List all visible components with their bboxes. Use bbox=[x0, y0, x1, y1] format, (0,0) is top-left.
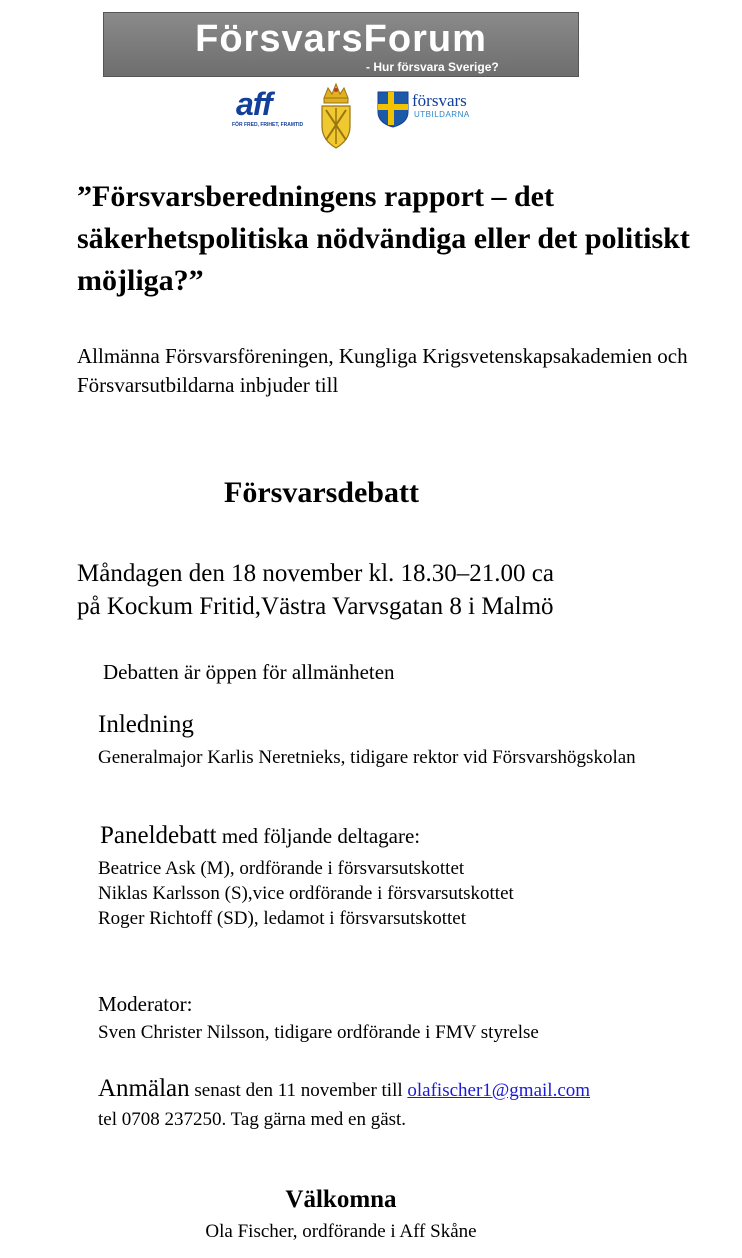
panel-heading-suffix: med följande deltagare: bbox=[216, 824, 421, 848]
participant-item: Niklas Karlsson (S),vice ordförande i försvarsutskottet bbox=[98, 883, 514, 904]
registration-phone: tel 0708 237250. Tag gärna med en gäst. bbox=[98, 1109, 407, 1130]
banner-subtitle: - Hur försvara Sverige? bbox=[366, 60, 499, 74]
inledning-text: Generalmajor Karlis Neretnieks, tidigare rektor vid Försvarshögskolan bbox=[98, 747, 636, 768]
academy-crest-icon bbox=[316, 82, 356, 150]
participant-item: Roger Richtoff (SD), ledamot i försvarsutskottet bbox=[98, 908, 466, 929]
event-location-line: på Kockum Fritid,Västra Varvsgatan 8 i Malmö bbox=[77, 593, 554, 620]
inledning-heading: Inledning bbox=[98, 711, 194, 738]
panel-heading-label: Paneldebatt bbox=[100, 822, 217, 849]
registration-heading: Anmälan bbox=[98, 1075, 190, 1102]
event-date-line: Måndagen den 18 november kl. 18.30–21.00 ca bbox=[77, 560, 554, 587]
signature: Ola Fischer, ordförande i Aff Skåne bbox=[205, 1221, 477, 1242]
panel-heading bbox=[100, 821, 420, 851]
fu-logo-sub: UTBILDARNA bbox=[414, 110, 470, 119]
swedish-shield-icon bbox=[376, 90, 410, 128]
event-datetime bbox=[77, 557, 727, 623]
moderator-text: Sven Christer Nilsson, tidigare ordförande i FMV styrelse bbox=[98, 1022, 539, 1043]
aff-logo-text: aff bbox=[236, 86, 272, 122]
participant-item: Beatrice Ask (M), ordförande i försvarsutskottet bbox=[98, 858, 465, 879]
aff-logo bbox=[230, 86, 304, 132]
registration-email-link[interactable]: olafischer1@gmail.com bbox=[407, 1080, 591, 1101]
welcome-text: Välkomna bbox=[285, 1186, 397, 1213]
forsvarsutbildarna-logo bbox=[376, 90, 476, 130]
panel-participants bbox=[98, 856, 718, 931]
intro-paragraph: Allmänna Försvarsföreningen, Kungliga Krigsvetenskapsakademien och Försvarsutbildarna inbjuder till bbox=[77, 344, 688, 397]
banner-title: FörsvarsForum bbox=[195, 18, 487, 60]
public-notice: Debatten är öppen för allmänheten bbox=[103, 660, 395, 684]
fu-logo-word: försvars bbox=[412, 91, 467, 110]
event-title: Försvarsdebatt bbox=[224, 476, 419, 509]
aff-logo-tagline: FÖR FRED, FRIHET, FRAMTID bbox=[232, 122, 304, 128]
registration-deadline: senast den 11 november till bbox=[189, 1080, 408, 1101]
moderator-heading: Moderator: bbox=[98, 992, 193, 1016]
document-title: ”Försvarsberedningens rapport – det säkerhetspolitiska nödvändiga eller det politiskt möjliga?” bbox=[77, 180, 690, 297]
forum-banner bbox=[103, 12, 579, 77]
registration-block bbox=[98, 1074, 738, 1132]
